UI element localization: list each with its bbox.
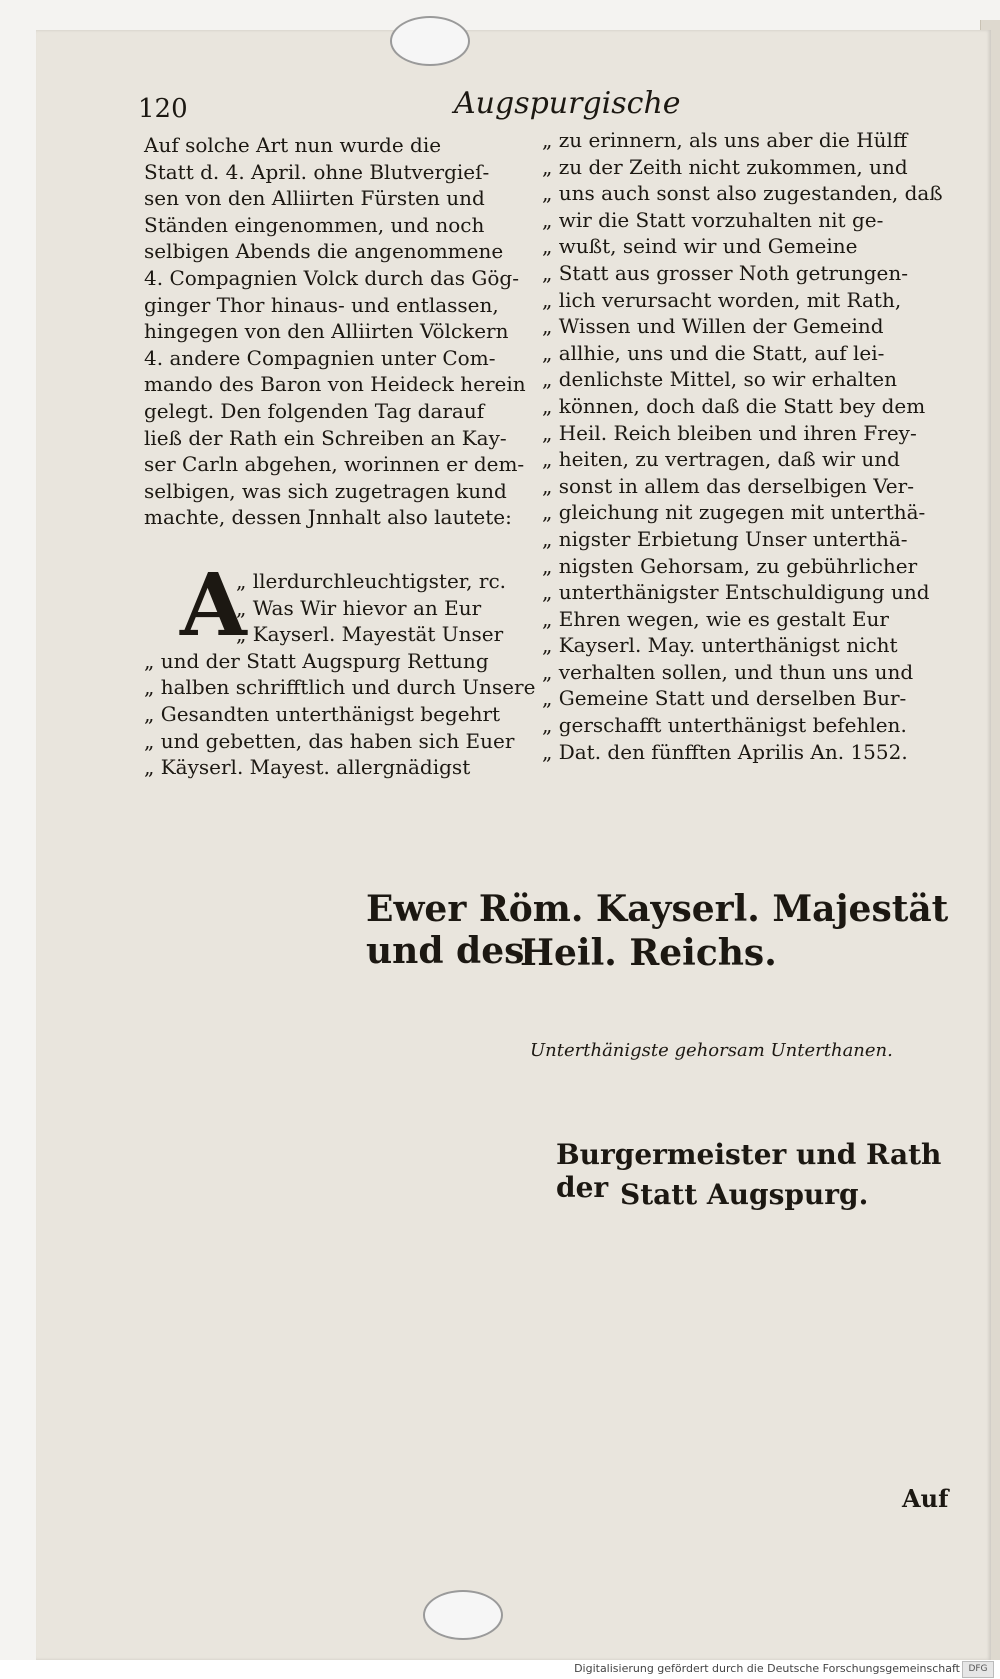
text-line: gelegt. Den folgenden Tag darauf — [144, 398, 485, 423]
text-line: „ nigster Erbietung Unser unterthä- — [542, 526, 908, 551]
text-line: 4. andere Compagnien unter Com- — [144, 345, 496, 370]
letter-left-column — [144, 568, 536, 781]
page-number: 120 — [138, 94, 188, 124]
letter-line: „ llerdurchleuchtigster, rc. — [236, 569, 506, 593]
text-line: „ zu erinnern, als uns aber die Hülff — [542, 128, 908, 152]
left-column — [144, 132, 524, 531]
text-line: hingegen von den Alliirten Völckern — [144, 319, 509, 344]
letter-line: „ Was Wir hievor an Eur — [236, 595, 482, 620]
running-head: Augspurgische — [454, 86, 681, 121]
text-line: 4. Compagnien Volck durch das Gög- — [144, 265, 519, 290]
text-line: Ständen eingenommen, und noch — [144, 212, 485, 237]
letter-line: „ Kayserl. Mayestät Unser — [236, 622, 504, 647]
text-line: ser Carln abgehen, worinnen er dem- — [144, 452, 525, 477]
text-line: machte, dessen Jnnhalt also lautete: — [144, 505, 512, 530]
closing-salutation-2: Heil. Reichs. — [520, 932, 777, 974]
text-line: „ denlichste Mittel, so wir erhalten — [542, 367, 897, 392]
letter-line: „ und gebetten, das haben sich Euer — [144, 728, 515, 753]
dfg-logo: DFG — [962, 1661, 994, 1678]
text-line: „ gerschafft unterthänigst befehlen. — [542, 713, 907, 738]
text-line: „ verhalten sollen, und thun uns und — [542, 659, 914, 684]
letter-line: „ und der Statt Augspurg Rettung — [144, 648, 489, 673]
footer-credit: Digitalisierung gefördert durch die Deutsche Forschungsgemeinschaft — [574, 1662, 960, 1675]
drop-capital: A — [180, 555, 247, 656]
text-line: „ wir die Statt vorzuhalten nit ge- — [542, 207, 884, 232]
right-column — [542, 127, 942, 765]
text-line: „ Dat. den fünfften Aprilis An. 1552. — [542, 739, 908, 764]
text-line: „ heiten, zu vertragen, daß wir und — [542, 447, 900, 472]
text-line: „ zu der Zeith nicht zukommen, und — [542, 154, 908, 179]
text-line: Statt d. 4. April. ohne Blutvergieſ- — [144, 159, 490, 184]
text-line: „ können, doch daß die Statt bey dem — [542, 393, 926, 418]
text-line: „ lich verursacht worden, mit Rath, — [542, 287, 902, 312]
text-line: „ sonst in allem das derselbigen Ver- — [542, 473, 914, 498]
text-line: „ Statt aus grosser Noth getrungen- — [542, 260, 909, 285]
text-line: selbigen Abends die angenommene — [144, 239, 504, 264]
text-line: selbigen, was sich zugetragen kund — [144, 478, 507, 503]
page-clip-bottom — [423, 1590, 503, 1640]
text-line: „ uns auch sonst also zugestanden, daß — [542, 181, 943, 206]
letter-line: „ halben schrifftlich und durch Unsere — [144, 675, 536, 700]
letter-line: „ Käyserl. Mayest. allergnädigst — [144, 755, 471, 780]
text-line: „ allhie, uns und die Statt, auf lei- — [542, 340, 885, 365]
text-line: ließ der Rath ein Schreiben an Kay- — [144, 425, 507, 450]
text-line: „ nigsten Gehorsam, zu gebührlicher — [542, 553, 918, 578]
text-line: „ unterthänigster Entschuldigung und — [542, 580, 930, 605]
text-line: „ Kayserl. May. unterthänigst nicht — [542, 633, 898, 658]
text-line: „ Wissen und Willen der Gemeind — [542, 314, 884, 339]
letter-line: „ Gesandten unterthänigst begehrt — [144, 701, 501, 726]
text-line: ginger Thor hinaus- und entlassen, — [144, 292, 499, 317]
text-line: Auf solche Art nun wurde die — [144, 133, 442, 157]
page-clip-top — [390, 16, 470, 66]
signatory: Burgermeister und Rath der — [556, 1138, 942, 1204]
text-line: sen von den Alliirten Fürsten und — [144, 186, 485, 211]
text-line: „ Heil. Reich bleiben und ihren Frey- — [542, 420, 917, 445]
catchword: Auf — [902, 1484, 949, 1513]
closing-salutation: Ewer Röm. Kayserl. Majestät und des — [366, 888, 949, 972]
text-line: „ gleichung nit zugegen mit unterthä- — [542, 500, 926, 525]
text-line: mando des Baron von Heideck herein — [144, 372, 526, 397]
text-line: „ Gemeine Statt und derselben Bur- — [542, 686, 907, 711]
text-line: „ Ehren wegen, wie es gestalt Eur — [542, 606, 889, 631]
signatory-2: Statt Augspurg. — [620, 1178, 869, 1211]
closing-subscription: Unterthänigste gehorsam Unterthanen. — [530, 1040, 893, 1061]
text-line: „ wußt, seind wir und Gemeine — [542, 234, 858, 259]
